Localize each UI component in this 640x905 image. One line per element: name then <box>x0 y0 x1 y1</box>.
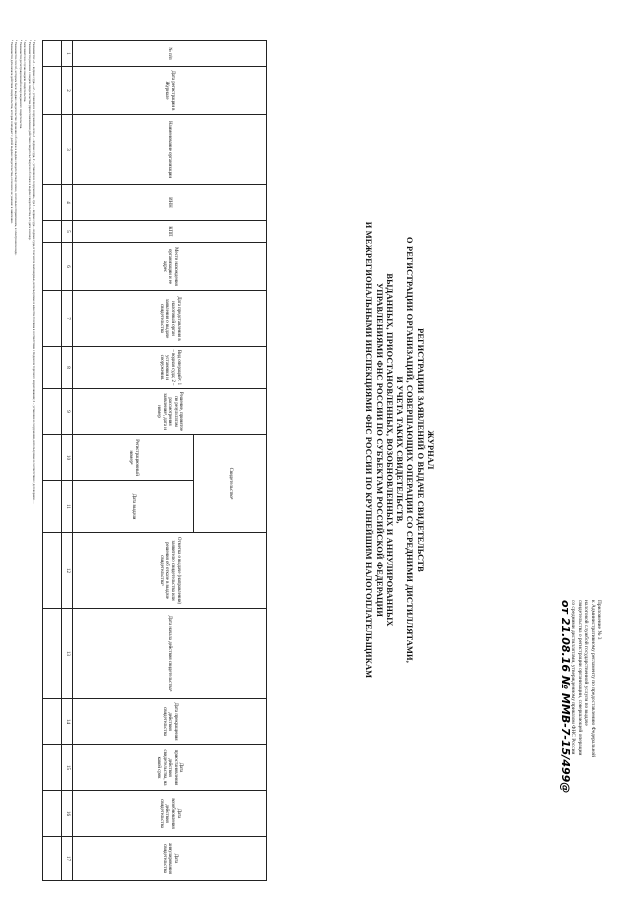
table-cell <box>43 533 62 609</box>
appendix-line: со средними дистиллятами, утвержденному приказом ФНС России <box>570 600 577 755</box>
column-number: 8 <box>62 347 73 389</box>
column-number: 5 <box>62 221 73 243</box>
table-cell <box>43 699 62 745</box>
table-cell <box>43 67 62 115</box>
table-cell <box>43 347 62 389</box>
table-cell <box>43 609 62 699</box>
table-cell <box>43 115 62 185</box>
column-number: 4 <box>62 185 73 221</box>
title-line: О РЕГИСТРАЦИИ ОРГАНИЗАЦИЙ, СОВЕРШАЮЩИХ ОПЕРАЦИИ СО СРЕДНИМИ ДИСТИЛЛЯТАМИ, <box>405 237 415 663</box>
col-header-decision: Решение, принятое по результатам рассмотрения заявления², дата и номер <box>73 389 267 435</box>
col-header-reg-date: Дата регистрации в Журнале <box>73 67 267 115</box>
col-header-issue-mark: Отметка о выдаче (направлении) заявителю свидетельства или решения об отказе в выдаче свидетельства⁵ <box>73 533 267 609</box>
footnote: ³ Заполняется в случае выдачи свидетельства. <box>23 40 28 103</box>
title-line: РЕГИСТРАЦИИ ЗАЯВЛЕНИЙ О ВЫДАЧЕ СВИДЕТЕЛЬСТВ <box>415 328 425 572</box>
footnote: ⁵ Указывается способ, которым было выдано свидетельство (решение об отказе в выдаче свидетельства): лично, почтовым отправлением, в электронном виде. <box>14 40 19 256</box>
column-number: 11 <box>62 481 73 533</box>
title-line: ВЫДАННЫХ, ПРИОСТАНОВЛЕННЫХ, ВОЗОБНОВЛЕННЫХ И АННУЛИРОВАННЫХ <box>384 273 394 627</box>
col-header-submission-date: Дата представления в налоговый орган заявления о выдаче свидетельства <box>73 291 267 347</box>
column-number: 9 <box>62 389 73 435</box>
col-header-start-date: Дата начала действия свидетельства⁶ <box>73 609 267 699</box>
table-cell <box>43 185 62 221</box>
title-line: ЖУРНАЛ <box>426 430 435 470</box>
footnote: ⁴ Указывается регистрационный номер выданного свидетельства. <box>18 40 23 129</box>
footnote: ¹ Указывается: «1 – водные суда», «2 – установки и сооружения» или «1 – водные суда, 2 – установки и сооружения», где 1 – водные суда – водные суда, в том числе маломерные, используемые в качестве топлива в соответствии с Кодексом торгового мореплавания; 2 – установки и сооружения, используемые в соответствии с договорами … <box>32 40 36 504</box>
table-cell <box>43 837 62 881</box>
col-header-operation-type: Вид операций¹: 1 – водная суда; 2 – установки и сооружения. <box>73 347 267 389</box>
col-header-kpp: КПП <box>73 221 267 243</box>
title-line: И УЧЕТА ТАКИХ СВИДЕТЕЛЬСТВ, <box>395 376 405 524</box>
appendix-line: к Административному регламенту по предоставлению Федеральной <box>589 600 596 758</box>
column-number: 12 <box>62 533 73 609</box>
order-date-number: от 21.08.16 № ММВ-7-15/499@ <box>558 600 572 794</box>
header-row-top <box>193 41 266 881</box>
column-number: 16 <box>62 791 73 837</box>
col-header-annulment-date: Дата аннулирования свидетельства <box>73 837 267 881</box>
table-cell <box>43 435 62 481</box>
appendix-note <box>558 600 602 850</box>
title-line: УПРАВЛЕНИЯМИ ФНС РОССИИ ПО СУБЪЕКТАМ РОССИЙСКОЙ ФЕДЕРАЦИИ <box>374 282 384 618</box>
col-header-reg-number: Регистрационный номер⁴ <box>73 435 194 481</box>
journal-table <box>42 40 267 881</box>
col-header-suspension-date: Дата приостановления действия свидетельства, на какой срок <box>73 745 267 791</box>
journal-title <box>363 170 435 730</box>
appendix-line: свидетельства о регистрации организации, совершающей операции <box>576 600 583 756</box>
column-number: 15 <box>62 745 73 791</box>
col-header-termination-date: Дата прекращения действия свидетельства <box>73 699 267 745</box>
column-number: 1 <box>62 41 73 67</box>
col-header-org-name: Наименование организации <box>73 115 267 185</box>
column-number: 7 <box>62 291 73 347</box>
appendix-line: налоговой службой государственной услуги по выдаче <box>583 600 590 726</box>
column-number: 14 <box>62 699 73 745</box>
column-number: 13 <box>62 609 73 699</box>
column-number-row <box>62 41 73 881</box>
table-cell <box>43 291 62 347</box>
table-cell <box>43 41 62 67</box>
empty-data-row <box>43 41 62 881</box>
column-number: 2 <box>62 67 73 115</box>
title-line: И МЕЖРЕГИОНАЛЬНЫМИ ИНСПЕКЦИЯМИ ФНС РОССИИ ПО КРУПНЕЙШИМ НАЛОГОПЛАТЕЛЬЩИКАМ <box>364 221 374 679</box>
col-header-issue-date: Дата выдачи <box>73 481 194 533</box>
footnote: ⁶ Указывается дата начала действия свидетельства, которая совпадает с датой выдачи свидетельства, если иное не указано в заявлении. <box>9 40 14 224</box>
table-cell <box>43 243 62 291</box>
col-header-resumption-date: Дата возобновления действия свидетельства <box>73 791 267 837</box>
col-header-inn: ИНН <box>73 185 267 221</box>
appendix-line: Приложение № 3 <box>596 600 602 640</box>
table-cell <box>43 389 62 435</box>
col-header-certificate-group: Свидетельство³ <box>193 435 266 533</box>
col-header-number: № п/п <box>73 41 267 67</box>
table-cell <box>43 745 62 791</box>
column-number: 10 <box>62 435 73 481</box>
table-cell <box>43 791 62 837</box>
column-number: 3 <box>62 115 73 185</box>
col-header-address: Место нахождения организации и ее адрес <box>73 243 267 291</box>
column-number: 6 <box>62 243 73 291</box>
footnote: ² Указывается решение о выдаче свидетельства (приостановлении действия свидетельства) или об отказе в выдаче свидетельства, его дата и номер. <box>27 40 32 241</box>
table-cell <box>43 221 62 243</box>
footnotes <box>10 40 36 880</box>
column-number: 17 <box>62 837 73 881</box>
table-cell <box>43 481 62 533</box>
